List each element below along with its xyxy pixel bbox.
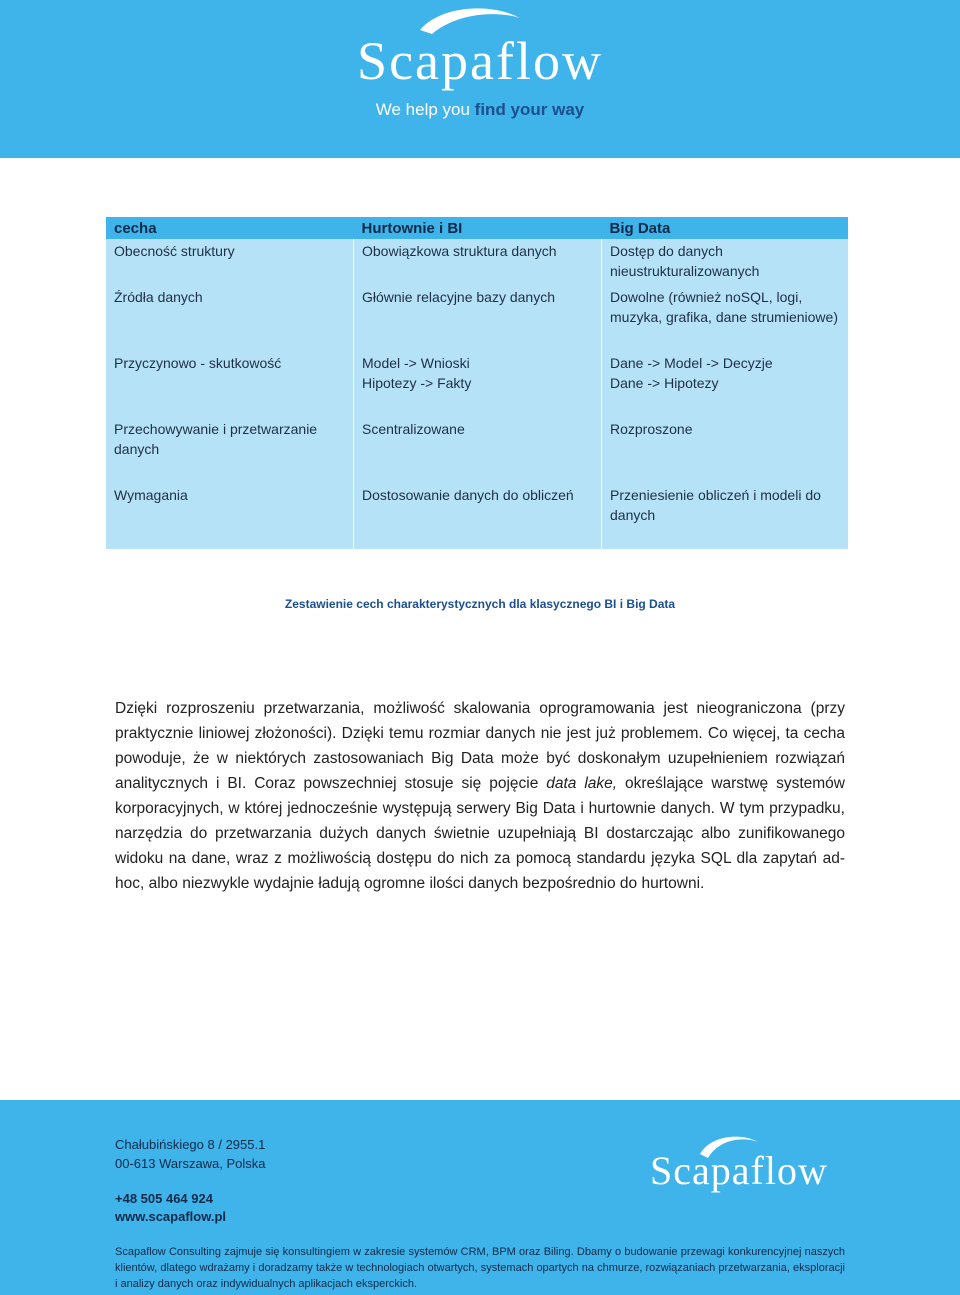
- footer-phone[interactable]: +48 505 464 924: [115, 1191, 213, 1206]
- body-text-part1: Dzięki rozproszeniu przetwarzania, możliwość skalowania oprogramowania jest nieograniczona (przy praktycznie liniowej złożoności). Dzięki temu rozmiar danych nie jest już problemem. Co więcej, ta cecha powoduje, że w niektórych zastosowaniach Big Data może być doskonałym uzupełnieniem rozwiązań analitycznych i BI. Coraz powszechniej stosuje się pojęcie: [115, 700, 845, 792]
- body-paragraph: [115, 696, 845, 896]
- logo: Scapaflow: [357, 31, 603, 91]
- table-caption: Zestawienie cech charakterystycznych dla klasycznego BI i Big Data: [284, 597, 676, 611]
- table-cell: Model -> Wnioski Hipotezy -> Fakty: [354, 351, 602, 417]
- table-cell: Dostęp do danych nieustrukturalizowanych: [610, 243, 760, 279]
- footer-logo: Scapaflow: [650, 1148, 828, 1193]
- table-cell: Dostosowanie danych do obliczeń: [354, 483, 602, 549]
- footer-address-line2: 00-613 Warszawa, Polska: [115, 1156, 266, 1171]
- table-cell: Scentralizowane: [354, 417, 602, 483]
- column-header: Hurtownie i BI: [354, 217, 602, 239]
- table-cell: Obowiązkowa struktura danych: [354, 239, 602, 285]
- table-cell: Rozproszone: [610, 421, 693, 437]
- table-row: [106, 483, 848, 549]
- footer-description: Scapaflow Consulting zajmuje się konsultingiem w zakresie systemów CRM, BPM oraz Biling. Dbamy o budowanie przewagi konkurencyjnej naszych klientów, dlatego wdrażamy i doradzamy także w technologiach otwartych, systemach opartych na chmurze, rozwiązaniach przetwarzania, eksploracji i analizy danych oraz indywidualnych aplikacjach eksperckich.: [115, 1246, 845, 1290]
- body-italic-term: data lake,: [546, 775, 618, 792]
- table-header-row: [106, 217, 848, 239]
- tagline: [0, 100, 960, 120]
- comparison-table: [106, 217, 848, 549]
- table-row: [106, 285, 848, 351]
- header-banner: [0, 0, 960, 158]
- footer: [0, 1100, 960, 1295]
- footer-website-link[interactable]: www.scapaflow.pl: [115, 1209, 227, 1224]
- table-cell: Przechowywanie i przetwarzanie danych: [106, 417, 354, 483]
- column-header: cecha: [106, 217, 354, 239]
- tagline-emphasis: find your way: [474, 100, 585, 119]
- table-cell: Przyczynowo - skutkowość: [106, 351, 354, 417]
- table-cell: Dane -> Model -> Decyzje Dane -> Hipotezy: [610, 355, 773, 391]
- tagline-start: We help you: [375, 100, 475, 119]
- table-cell: Wymagania: [106, 483, 354, 549]
- body-text-part2: określające warstwę systemów korporacyjnych, w której jednocześnie występują serwery Big Data i hurtownie danych. W tym przypadku, narzędzia do przetwarzania dużych danych świetnie uzupełniają BI dostarczając albo zunifikowanego widoku na dane, wraz z możliwością dostępu do nich za pomocą standardu języka SQL dla zapytań ad-hoc, albo niezwykle wydajnie ładują ogromne ilości danych bezpośrednio do hurtowni.: [115, 775, 845, 892]
- footer-address-line1: Chałubińskiego 8 / 2955.1: [115, 1137, 266, 1152]
- table-row: [106, 417, 848, 483]
- table-cell: Głównie relacyjne bazy danych: [354, 285, 602, 351]
- table-cell: Dowolne (również noSQL, logi, muzyka, grafika, dane strumieniowe): [610, 289, 838, 325]
- table-cell: Przeniesienie obliczeń i modeli do danych: [610, 487, 821, 523]
- column-header: Big Data: [602, 217, 849, 239]
- table-cell: Źródła danych: [106, 285, 354, 351]
- table-row: [106, 351, 848, 417]
- table-row: [106, 239, 848, 285]
- table-cell: Obecność struktury: [106, 239, 354, 285]
